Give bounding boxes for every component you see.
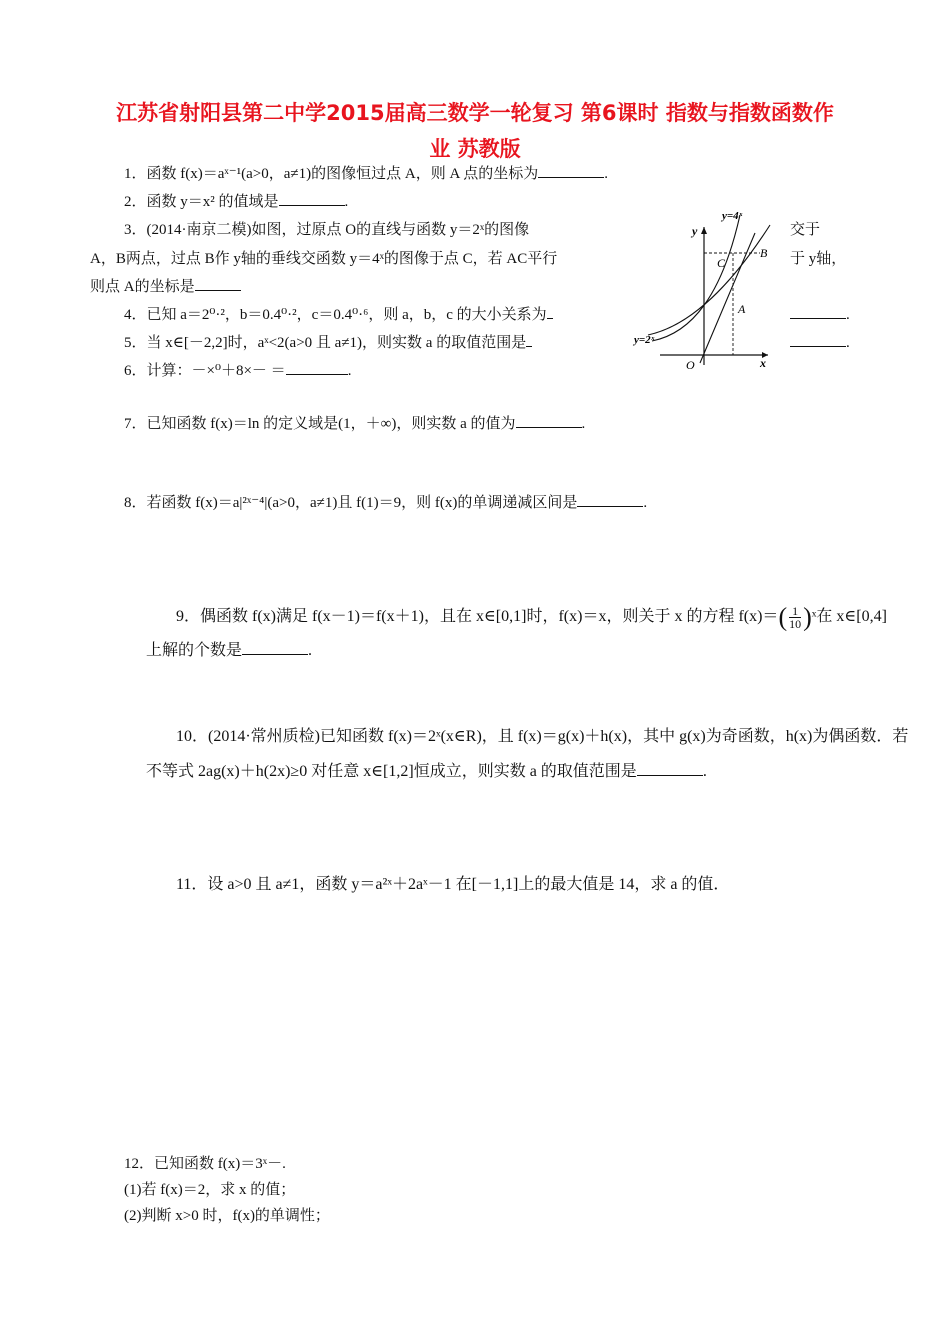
question-6-text: 6．计算：－×⁰＋8×－ ＝ — [124, 363, 286, 379]
question-10-line1: 10．(2014·常州质检)已知函数 f(x)＝2ˣ(x∈R)，且 f(x)＝g(x)＋h(x)，其中 g(x)为奇函数，h(x)为偶函数．若 — [176, 728, 909, 745]
question-9-text: 9．偶函数 f(x)满足 f(x－1)＝f(x＋1)，且在 x∈[0,1]时，f(x)＝x，则关于 x 的方程 f(x)＝ — [176, 608, 779, 625]
question-9-line1 — [176, 600, 887, 634]
period: . — [604, 166, 608, 182]
question-7-text: 7．已知函数 f(x)＝ln 的定义域是(1，＋∞)，则实数 a 的值为 — [124, 416, 516, 432]
y-axis-arrow — [701, 227, 707, 234]
question-5 — [124, 333, 532, 353]
paren-close: ) — [803, 602, 812, 632]
answer-blank — [547, 306, 553, 319]
answer-blank — [516, 415, 582, 428]
question-3-line2: A，B两点，过点 B作 y轴的垂线交函数 y＝4ˣ的图像于点 C，若 AC平行 — [90, 251, 558, 267]
period: . — [702, 763, 707, 780]
fraction-numerator: 1 — [792, 603, 799, 618]
question-3-text: 则点 A的坐标是 — [90, 279, 195, 295]
question-2-text: 2．函数 y＝x² 的值域是 — [124, 194, 279, 210]
question-4 — [124, 305, 553, 325]
question-9-line2 — [146, 641, 312, 661]
period: . — [643, 495, 648, 511]
answer-blank — [577, 494, 643, 507]
question-12-part2: (2)判断 x>0 时，f(x)的单调性； — [124, 1208, 330, 1224]
paren-open: ( — [778, 602, 788, 632]
question-8 — [124, 493, 647, 513]
question-5-text: 5．当 x∈[－2,2]时，aˣ<2(a>0 且 a≠1)，则实数 a 的取值范围是 — [124, 335, 527, 351]
label-point-C: C — [717, 256, 726, 270]
answer-blank — [279, 193, 345, 206]
question-10-text: 不等式 2ag(x)＋h(2x)≥0 对任意 x∈[1,2]恒成立，则实数 a 的取值范围是 — [146, 763, 637, 780]
question-12: 12．已知函数 f(x)＝3ˣ－. — [124, 1156, 286, 1172]
question-1-text: 1．函数 f(x)＝aˣ⁻¹(a>0，a≠1)的图像恒过点 A，则 A 点的坐标为 — [124, 166, 539, 182]
exponential-graph-figure — [630, 205, 790, 375]
label-point-B: B — [760, 246, 768, 260]
question-3-line3 — [90, 277, 241, 297]
question-4-blank-right — [790, 305, 850, 325]
question-12-part1: (1)若 f(x)＝2，求 x 的值； — [124, 1182, 296, 1198]
question-3-line2-right: 于 y轴， — [790, 251, 847, 267]
question-1 — [124, 164, 608, 184]
question-9-text-2: 上解的个数是 — [146, 642, 243, 659]
question-5-blank-right — [790, 333, 850, 353]
fraction-denominator: 10 — [789, 616, 802, 631]
answer-blank — [790, 306, 846, 319]
label-y-4x: y=4ˣ — [722, 210, 743, 222]
answer-blank — [526, 334, 532, 347]
label-x-axis: x — [760, 356, 766, 370]
question-3-line1-right: 交于 — [790, 222, 821, 238]
answer-blank — [538, 165, 604, 178]
answer-blank — [286, 362, 348, 375]
fraction — [789, 605, 801, 630]
label-y-axis: y — [692, 224, 698, 238]
period: . — [846, 335, 850, 351]
question-2 — [124, 192, 348, 212]
question-3-line1: 3．(2014·南京二模)如图，过原点 O的直线与函数 y＝2ˣ的图像 — [124, 222, 530, 238]
document-title-line1: 江苏省射阳县第二中学2015届高三数学一轮复习 第6课时 指数与指数函数作 — [116, 101, 834, 125]
question-4-text: 4．已知 a＝2⁰·²，b＝0.4⁰·²，c＝0.4⁰·⁶，则 a，b，c 的大小关系为 — [124, 307, 547, 323]
label-point-A: A — [738, 302, 746, 316]
answer-blank — [637, 763, 703, 776]
answer-blank — [790, 334, 846, 347]
question-11: 11．设 a>0 且 a≠1，函数 y＝a²ˣ＋2aˣ－1 在[－1,1]上的最大值是 14，求 a 的值． — [176, 876, 730, 893]
period: . — [308, 642, 313, 659]
document-title-line2: 业 苏教版 — [429, 137, 521, 161]
question-6 — [124, 361, 351, 381]
question-8-text: 8．若函数 f(x)＝a|²ˣ⁻⁴|(a>0，a≠1)且 f(1)＝9，则 f(x)的单调递减区间是 — [124, 495, 578, 511]
answer-blank — [195, 278, 241, 291]
period: . — [846, 307, 850, 323]
question-10-line2 — [146, 762, 707, 782]
period: . — [344, 194, 349, 210]
answer-blank — [242, 642, 308, 655]
period: . — [347, 363, 352, 379]
question-9-tail: ˣ在 x∈[0,4] — [811, 608, 887, 625]
label-origin: O — [686, 358, 695, 372]
period: . — [581, 416, 586, 432]
question-7 — [124, 414, 585, 434]
label-y-2x: y=2ˣ — [634, 334, 655, 346]
